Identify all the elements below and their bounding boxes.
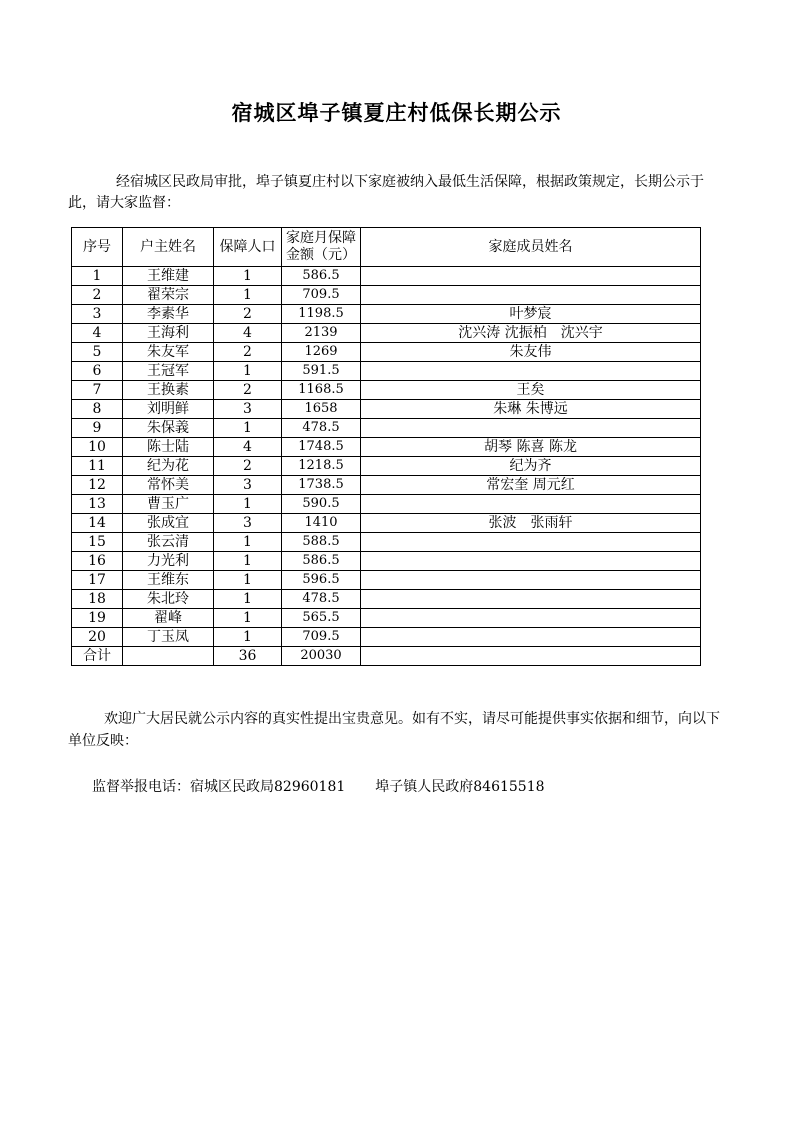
feedback-paragraph: 欢迎广大居民就公示内容的真实性提出宝贵意见。如有不实，请尽可能提供事实依据和细节，向以下单位反映：: [68, 711, 720, 749]
cell-people: 1: [214, 590, 282, 609]
cell-name: 朱北玲: [123, 590, 214, 609]
cell-seq: 14: [72, 514, 123, 533]
cell-amount: 709.5: [282, 286, 361, 305]
cell-name: 纪为花: [123, 457, 214, 476]
cell-name: 张成宜: [123, 514, 214, 533]
cell-seq: 5: [72, 343, 123, 362]
cell-amount: 2139: [282, 324, 361, 343]
hotline-line: [92, 776, 545, 796]
table-row: [72, 514, 701, 533]
cell-members: [361, 609, 701, 628]
table-row: [72, 628, 701, 647]
header-seq: 序号: [72, 228, 123, 267]
cell-seq: 11: [72, 457, 123, 476]
header-amount: [282, 228, 361, 267]
total-name-cell: [123, 647, 214, 666]
cell-name: 曹玉广: [123, 495, 214, 514]
total-members-cell: [361, 647, 701, 666]
cell-seq: 6: [72, 362, 123, 381]
cell-people: 1: [214, 628, 282, 647]
cell-name: 丁玉凤: [123, 628, 214, 647]
cell-seq: 9: [72, 419, 123, 438]
cell-people: 1: [214, 419, 282, 438]
cell-name: 王维东: [123, 571, 214, 590]
header-members: 家庭成员姓名: [361, 228, 701, 267]
cell-members: [361, 286, 701, 305]
cell-members: 沈兴涛 沈振柏 沈兴宇: [361, 324, 701, 343]
cell-name: 刘明鲜: [123, 400, 214, 419]
table-row: [72, 362, 701, 381]
cell-amount: 1269: [282, 343, 361, 362]
cell-name: 王海利: [123, 324, 214, 343]
cell-amount: 709.5: [282, 628, 361, 647]
cell-name: 李素华: [123, 305, 214, 324]
table-row: [72, 609, 701, 628]
table-row: [72, 533, 701, 552]
cell-amount: 478.5: [282, 419, 361, 438]
cell-amount: 1410: [282, 514, 361, 533]
total-people: 36: [214, 647, 282, 666]
cell-members: [361, 419, 701, 438]
cell-people: 1: [214, 267, 282, 286]
cell-amount: 586.5: [282, 552, 361, 571]
cell-members: [361, 267, 701, 286]
cell-members: 朱琳 朱博远: [361, 400, 701, 419]
hotline-label: 监督举报电话：: [92, 779, 190, 795]
cell-seq: 16: [72, 552, 123, 571]
cell-seq: 7: [72, 381, 123, 400]
hotline-civil-affairs: 宿城区民政局82960181: [190, 779, 346, 795]
cell-people: 1: [214, 495, 282, 514]
cell-amount: 1218.5: [282, 457, 361, 476]
header-amount-line1: 家庭月保障: [286, 230, 356, 246]
cell-seq: 17: [72, 571, 123, 590]
table-row: [72, 305, 701, 324]
cell-amount: 1748.5: [282, 438, 361, 457]
cell-members: [361, 552, 701, 571]
cell-people: 4: [214, 438, 282, 457]
cell-seq: 8: [72, 400, 123, 419]
cell-name: 王换素: [123, 381, 214, 400]
cell-name: 陈士陆: [123, 438, 214, 457]
table-row: [72, 438, 701, 457]
cell-amount: 1658: [282, 400, 361, 419]
table-row: [72, 495, 701, 514]
table-row: [72, 419, 701, 438]
cell-members: [361, 590, 701, 609]
cell-members: [361, 571, 701, 590]
cell-seq: 15: [72, 533, 123, 552]
cell-people: 2: [214, 343, 282, 362]
table-row: [72, 381, 701, 400]
cell-people: 2: [214, 305, 282, 324]
cell-name: 力光利: [123, 552, 214, 571]
cell-seq: 10: [72, 438, 123, 457]
cell-seq: 13: [72, 495, 123, 514]
header-name: 户主姓名: [123, 228, 214, 267]
cell-people: 1: [214, 533, 282, 552]
cell-name: 王冠军: [123, 362, 214, 381]
cell-amount: 596.5: [282, 571, 361, 590]
cell-seq: 2: [72, 286, 123, 305]
table-row: [72, 457, 701, 476]
cell-amount: 591.5: [282, 362, 361, 381]
cell-people: 1: [214, 571, 282, 590]
intro-paragraph: 经宿城区民政局审批，埠子镇夏庄村以下家庭被纳入最低生活保障，根据政策规定，长期公示于此，请大家监督：: [68, 174, 704, 211]
cell-members: 常宏奎 周元红: [361, 476, 701, 495]
hotline-town-government: 埠子镇人民政府84615518: [375, 779, 545, 795]
table-header-row: [72, 228, 701, 267]
cell-people: 2: [214, 381, 282, 400]
cell-people: 1: [214, 609, 282, 628]
cell-people: 1: [214, 552, 282, 571]
cell-members: 纪为齐: [361, 457, 701, 476]
cell-amount: 1198.5: [282, 305, 361, 324]
cell-name: 王维建: [123, 267, 214, 286]
cell-members: 张波 张雨轩: [361, 514, 701, 533]
cell-seq: 4: [72, 324, 123, 343]
cell-amount: 478.5: [282, 590, 361, 609]
cell-name: 朱友军: [123, 343, 214, 362]
cell-members: 朱友伟: [361, 343, 701, 362]
cell-people: 3: [214, 514, 282, 533]
table-row: [72, 400, 701, 419]
cell-name: 常怀美: [123, 476, 214, 495]
table-row: [72, 343, 701, 362]
cell-amount: 590.5: [282, 495, 361, 514]
cell-people: 3: [214, 476, 282, 495]
table-row: [72, 571, 701, 590]
cell-people: 3: [214, 400, 282, 419]
cell-members: [361, 628, 701, 647]
cell-seq: 12: [72, 476, 123, 495]
cell-seq: 1: [72, 267, 123, 286]
cell-members: [361, 362, 701, 381]
table-row: [72, 324, 701, 343]
cell-seq: 19: [72, 609, 123, 628]
cell-members: 王矣: [361, 381, 701, 400]
cell-members: 叶梦宸: [361, 305, 701, 324]
cell-seq: 18: [72, 590, 123, 609]
table-row: [72, 476, 701, 495]
total-label: 合计: [72, 647, 123, 666]
header-amount-line2: 金额（元）: [286, 247, 356, 263]
cell-amount: 586.5: [282, 267, 361, 286]
cell-name: 朱保義: [123, 419, 214, 438]
cell-people: 1: [214, 286, 282, 305]
header-people: 保障人口: [214, 228, 282, 267]
cell-name: 翟荣宗: [123, 286, 214, 305]
cell-people: 4: [214, 324, 282, 343]
cell-people: 1: [214, 362, 282, 381]
table-row: [72, 590, 701, 609]
table-row: [72, 267, 701, 286]
total-amount: 20030: [282, 647, 361, 666]
table-row: [72, 286, 701, 305]
cell-members: [361, 533, 701, 552]
cell-amount: 1738.5: [282, 476, 361, 495]
page-title: 宿城区埠子镇夏庄村低保长期公示: [231, 100, 562, 125]
cell-seq: 20: [72, 628, 123, 647]
cell-seq: 3: [72, 305, 123, 324]
cell-amount: 588.5: [282, 533, 361, 552]
cell-amount: 565.5: [282, 609, 361, 628]
welfare-table: [71, 227, 701, 666]
cell-amount: 1168.5: [282, 381, 361, 400]
cell-name: 张云清: [123, 533, 214, 552]
total-row: [72, 647, 701, 666]
cell-members: [361, 495, 701, 514]
cell-people: 2: [214, 457, 282, 476]
cell-members: 胡琴 陈喜 陈龙: [361, 438, 701, 457]
cell-name: 翟峰: [123, 609, 214, 628]
table-row: [72, 552, 701, 571]
